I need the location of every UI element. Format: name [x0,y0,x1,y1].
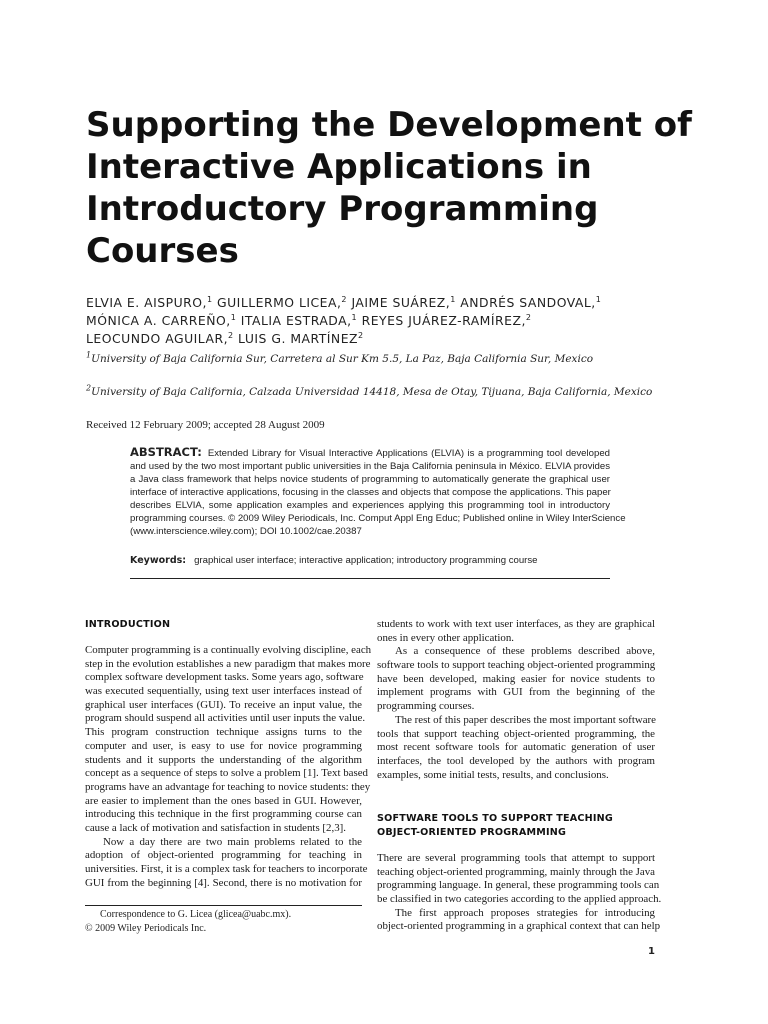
text-line: universities. First, it is a complex task for teachers to incorporate [85,863,368,875]
text-line: This program construction technique assigns turns to the [85,726,362,739]
text-line: students to work with text user interfaces, as they are graphical [377,618,655,630]
text-line: program should suspend all activities until user inputs the value. [85,712,366,725]
text-line: teaching object-oriented programming, mainly through the Java [377,865,655,878]
abstract-line: and used by the two most important public universities in the Baja California peninsula in México. ELVIA provides [130,461,610,472]
author-name: ELVIA E. AISPURO, [86,295,207,310]
author-line [86,312,726,330]
keywords [130,555,538,566]
abstract-divider [130,578,610,579]
text-line: cause a lack of motivation and satisfaction in students [2,3]. [85,821,347,834]
abstract-line: programming courses. © 2009 Wiley Periodicals, Inc. Comput Appl Eng Educ; Published online in Wiley InterScience [130,513,626,524]
author-name: ANDRÉS SANDOVAL, [455,295,596,310]
text-line: complex software development tasks. Some years ago, software [85,671,364,684]
author-name: ITALIA ESTRADA, [236,313,352,328]
author-line [86,294,726,312]
abstract-label: ABSTRACT: [130,445,202,459]
text-line: As a consequence of these problems described above, [395,645,655,658]
text-line: have been developed, making easier for novice students to [377,672,655,685]
keywords-text: graphical user interface; interactive application; introductory programming course [194,555,538,566]
left-column-paragraph-1 [85,644,372,890]
text-line: introducing this technique in the first programming course can [85,808,362,821]
affiliation-mark: 1 [86,350,92,360]
text-line: The first approach proposes strategies for introducing [395,906,655,919]
text-line: students and it supports the understanding of the algorithm [85,753,362,766]
title-line: Supporting the Development of [86,105,692,145]
section-heading-introduction: INTRODUCTION [85,619,171,630]
text-line: most recent software tools for automatic generation of user [377,741,655,754]
author-affil-mark: 2 [341,294,347,304]
author-list [86,294,726,348]
text-line: ones in every other application. [377,631,514,644]
author-affil-mark: 1 [206,294,213,304]
abstract-line [130,446,610,460]
text-line: are easier to implement than the ones based in GUI. However, [85,794,362,807]
abstract-line: describes ELVIA, some application examples and experiences applying this programming tool in introductory [130,500,610,511]
title-line: Introductory Programming [86,189,599,229]
text-line: examples, some initial tests, results, and conclusions. [377,768,609,781]
text-line: Now a day there are two main problems related to the [103,835,362,848]
heading-line: OBJECT-ORIENTED PROGRAMMING [377,827,567,838]
abstract-line: interface of interactive applications, focusing in the classes and objects that compose the applications. This paper [130,487,611,498]
text-line: step in the evolution establishes a new paradigm that makes more [85,657,371,670]
author-line [86,330,726,348]
affiliation-text: University of Baja California, Calzada Universidad 14418, Mesa de Otay, Tijuana, Baja California, Mexico [91,386,653,398]
author-affil-mark: 1 [595,294,602,304]
text-line: computer and user, is easy to use for novice programming [85,739,362,752]
author-name: LUIS G. MARTÍNEZ [233,331,359,346]
author-name: JAIME SUÁREZ, [347,295,451,310]
abstract-line: a Java class framework that helps novice students of programming to automatically generate the graphical user [130,474,610,485]
abstract-text: Extended Library for Visual Interactive Applications (ELVIA) is a programming tool developed [207,448,610,459]
abstract [130,445,626,538]
text-line: graphical user interfaces (GUI). To receive an input value, the [85,698,362,711]
abstract-line: (www.interscience.wiley.com); DOI 10.1002/cae.20387 [130,526,362,537]
author-affil-mark: 2 [228,330,234,340]
text-line: programs have an advantage for teaching to novice students: they [85,780,371,793]
author-affil-mark: 2 [358,330,364,340]
author-name: GUILLERMO LICEA, [212,295,342,310]
affiliation-mark: 2 [86,383,92,393]
text-line: object-oriented programming in a graphical context that can help [377,920,661,933]
text-line: was executed sequentially, using text user interfaces instead of [85,685,362,698]
text-line: tools that support teaching object-oriented programming, the [377,727,655,740]
author-name: REYES JUÁREZ-RAMÍREZ, [357,313,526,328]
text-line: software tools to support teaching object-oriented programming [377,659,656,672]
text-line: programming courses. [377,700,475,713]
right-column-top [377,618,655,782]
right-column-bottom [377,852,662,934]
text-line: adoption of object-oriented programming for teaching in [85,849,362,862]
affiliation-1 [86,352,726,366]
author-name: MÓNICA A. CARREÑO, [86,313,231,328]
author-affil-mark: 1 [450,294,456,304]
heading-line: SOFTWARE TOOLS TO SUPPORT TEACHING [377,813,613,824]
text-line: There are several programming tools that attempt to support [377,852,655,864]
received-dates: Received 12 February 2009; accepted 28 August 2009 [86,419,325,431]
text-line: implement programs with GUI from the beginning of the [377,686,655,699]
section-heading-software-tools [377,812,613,840]
title-line: Interactive Applications in [86,147,592,187]
affiliation-2 [86,385,726,399]
copyright-note: © 2009 Wiley Periodicals Inc. [85,923,207,934]
text-line: The rest of this paper describes the most important software [395,713,656,726]
text-line: Computer programming is a continually evolving discipline, each [85,644,372,656]
keywords-label: Keywords: [130,555,187,566]
text-line: programming language. In general, these programming tools can [377,879,660,892]
affiliation-text: University of Baja California Sur, Carretera al Sur Km 5.5, La Paz, Baja California Sur, Mexico [91,353,594,365]
author-affil-mark: 2 [525,312,532,322]
author-name: LEOCUNDO AGUILAR, [86,331,229,346]
author-affil-mark: 1 [230,312,237,322]
footnote-divider [85,905,362,906]
author-affil-mark: 1 [351,312,358,322]
title-line: Courses [86,231,239,271]
text-line: concept as a sequence of steps to solve a problem [1]. Text based [85,767,369,780]
text-line: GUI from the beginning [4]. Second, there is no motivation for [85,876,362,889]
correspondence-note: Correspondence to G. Licea (glicea@uabc.mx). [100,909,292,920]
paper-title [86,104,726,272]
page-number: 1 [648,946,655,957]
text-line: interfaces, the tool developed by the authors with program [377,754,655,767]
text-line: be classified in two categories according to the applied approach. [377,893,662,906]
